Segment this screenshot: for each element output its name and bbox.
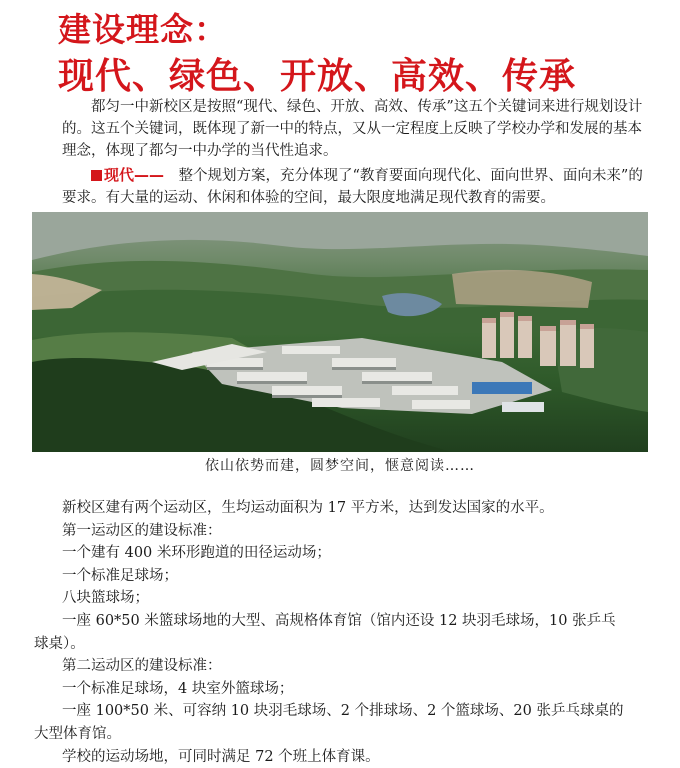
body-line: 一个建有 400 米环形跑道的田径运动场；: [62, 545, 331, 562]
section-lead: [91, 166, 164, 184]
body-line: 一座 100*50 米、可容纳 10 块羽毛球场、2 个排球场、2 个篮球场、20 张乒乓球桌的: [62, 703, 624, 720]
intro-paragraph: 都匀一中新校区是按照“现代、绿色、开放、高效、传承”这五个关键词来进行规划设计的。这五个关键词，既体现了新一中的特点，又从一定程度上反映了学校办学和发展的基本理念，体现了都匀一中办学的当代性追求。: [62, 99, 643, 159]
body-line: 球桌）。: [34, 635, 85, 652]
campus-aerial-photo: [32, 212, 648, 452]
photo-caption: 依山依势而建，圆梦空间，惬意阅读……: [205, 458, 475, 474]
bullet-square-icon: [91, 170, 102, 181]
body-line: 第二运动区的建设标准：: [62, 658, 222, 675]
body-line: 学校的运动场地，可同时满足 72 个班上体育课。: [62, 748, 380, 765]
body-line: 一座 60*50 米篮球场地的大型、高规格体育馆（馆内还设 12 块羽毛球场，10 张乒乓: [62, 612, 616, 629]
body-line: 八块篮球场；: [62, 590, 149, 607]
section-text: 整个规划方案，充分体现了“教育要面向现代化、面向世界、面向未来”的要求。有大量的运动、休闲和体验的空间，最大限度地满足现代教育的需要。: [62, 168, 643, 206]
sports-facilities-list: [34, 497, 652, 768]
section-paragraph: [62, 164, 644, 209]
section-lead-label: 现代——: [104, 166, 165, 184]
page-subtitle: 现代、绿色、开放、高效、传承: [58, 56, 577, 97]
page-title: 建设理念：: [58, 10, 228, 49]
body-line: 大型体育馆。: [34, 725, 121, 742]
body-line: 新校区建有两个运动区，生均运动面积为 17 平方米，达到发达国家的水平。: [62, 500, 554, 516]
body-line: 第一运动区的建设标准：: [62, 522, 222, 539]
body-line: 一个标准足球场；: [62, 567, 178, 584]
body-line: 一个标准足球场，4 块室外篮球场；: [62, 680, 294, 697]
